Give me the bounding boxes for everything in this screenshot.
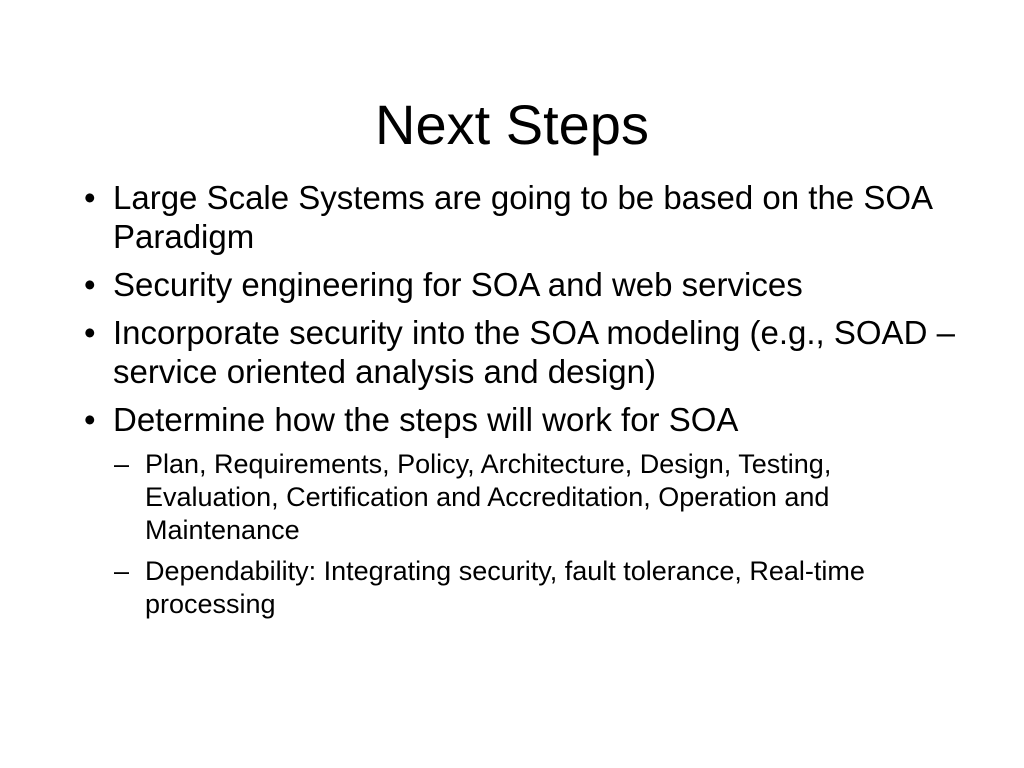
sub-bullet-text: Dependability: Integrating security, fault tolerance, Real-time processing [145, 556, 865, 619]
bullet-text: Incorporate security into the SOA modeling (e.g., SOAD – service oriented analysis and design) [113, 314, 955, 390]
bullet-list [84, 178, 964, 627]
bullet-text: Determine how the steps will work for SOA [113, 401, 739, 438]
bullet-text: Security engineering for SOA and web services [113, 266, 803, 303]
bullet-marker: • [84, 401, 96, 438]
bullet-text: Large Scale Systems are going to be based on the SOA Paradigm [113, 179, 932, 255]
bullet-marker: • [84, 266, 96, 303]
sub-bullet-marker: – [114, 556, 130, 586]
sub-bullet-item [84, 555, 964, 621]
slide-title: Next Steps [375, 93, 649, 156]
bullet-item [84, 400, 964, 439]
sub-bullet-marker: – [114, 449, 130, 479]
bullet-item [84, 265, 964, 304]
bullet-item [84, 313, 964, 391]
sub-bullet-item [84, 448, 964, 547]
sub-bullet-text: Plan, Requirements, Policy, Architecture, Design, Testing, Evaluation, Certification and Accreditation, Operation and Maintenance [145, 449, 832, 545]
bullet-marker: • [84, 314, 96, 351]
bullet-item [84, 178, 964, 256]
bullet-marker: • [84, 179, 96, 216]
